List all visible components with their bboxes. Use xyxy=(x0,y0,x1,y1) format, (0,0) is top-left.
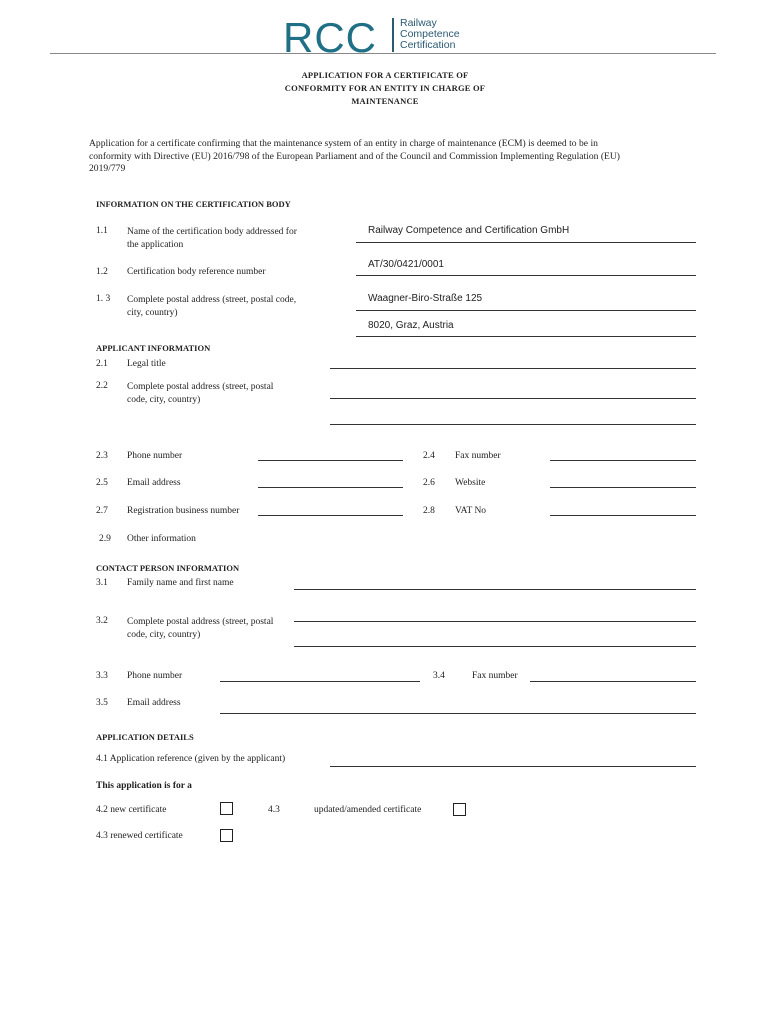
field-label-2-5: Email address xyxy=(127,478,181,488)
updated-certificate-number: 4.3 xyxy=(268,805,280,815)
applicant-phone-input[interactable] xyxy=(258,460,403,461)
field-number-2-5: 2.5 xyxy=(96,478,108,488)
field-number-3-3: 3.3 xyxy=(96,671,108,681)
logo-mark: RCC xyxy=(283,14,377,61)
field-number-2-9: 2.9 xyxy=(99,534,111,544)
field-number-3-2: 3.2 xyxy=(96,616,108,626)
applicant-email-input[interactable] xyxy=(258,487,403,488)
field-label-2-2 xyxy=(127,381,273,407)
intro-line-2: conformity with Directive (EU) 2016/798 of the European Parliament and of the Council and Commission Implementing Regulation (EU) xyxy=(89,150,621,162)
field-label-1-3-line-2: city, country) xyxy=(127,308,178,318)
new-certificate-checkbox[interactable] xyxy=(220,802,233,815)
logo-line-3: Certification xyxy=(400,39,456,51)
applicant-website-input[interactable] xyxy=(550,487,696,488)
logo-text xyxy=(400,18,460,51)
field-number-2-8: 2.8 xyxy=(423,506,435,516)
field-label-3-2 xyxy=(127,616,273,642)
field-label-2-7: Registration business number xyxy=(127,506,240,516)
field-number-3-1: 3.1 xyxy=(96,578,108,588)
legal-title-input[interactable] xyxy=(330,368,696,369)
renewed-certificate-checkbox[interactable] xyxy=(220,829,233,842)
intro-text xyxy=(89,138,699,176)
field-label-2-6: Website xyxy=(455,478,486,488)
field-number-1-1: 1.1 xyxy=(96,226,108,236)
applicant-vat-input[interactable] xyxy=(550,515,696,516)
header-rule xyxy=(50,53,716,54)
field-number-3-5: 3.5 xyxy=(96,698,108,708)
applicant-registration-input[interactable] xyxy=(258,515,403,516)
field-number-3-4: 3.4 xyxy=(433,671,445,681)
section-heading-contact: CONTACT PERSON INFORMATION xyxy=(96,563,240,573)
logo-line-2: Competence xyxy=(400,28,460,40)
field-label-3-4: Fax number xyxy=(472,671,518,681)
field-number-2-7: 2.7 xyxy=(96,506,108,516)
field-label-1-3-line-1: Complete postal address (street, postal code, xyxy=(127,295,297,305)
page-title xyxy=(0,69,770,108)
certification-body-street-value: Waagner-Biro-Straße 125 xyxy=(368,293,483,304)
field-label-4-1: 4.1 Application reference (given by the applicant) xyxy=(96,754,286,764)
field-label-1-3 xyxy=(127,294,296,320)
applicant-fax-input[interactable] xyxy=(550,460,696,461)
section-heading-certification-body: INFORMATION ON THE CERTIFICATION BODY xyxy=(96,199,291,209)
field-label-2-2-line-2: code, city, country) xyxy=(127,395,201,405)
intro-line-1: Application for a certificate confirming that the maintenance system of an entity in charge of maintenance (ECM) is deemed to be in xyxy=(89,138,598,149)
intro-line-3: 2019/779 xyxy=(89,163,126,174)
contact-address-input-2[interactable] xyxy=(294,646,696,647)
updated-certificate-label: updated/amended certificate xyxy=(314,805,422,815)
application-reference-input[interactable] xyxy=(330,766,696,767)
field-number-2-3: 2.3 xyxy=(96,451,108,461)
certification-body-city-value: 8020, Graz, Austria xyxy=(368,320,454,331)
renewed-certificate-label: 4.3 renewed certificate xyxy=(96,831,183,841)
field-number-1-3: 1. 3 xyxy=(96,294,111,304)
title-line-2: CONFORMITY FOR AN ENTITY IN CHARGE OF xyxy=(284,83,486,93)
title-line-3: MAINTENANCE xyxy=(351,96,419,106)
field-label-2-9: Other information xyxy=(127,534,196,544)
field-label-3-1: Family name and first name xyxy=(127,578,234,588)
field-label-2-3: Phone number xyxy=(127,451,183,461)
field-label-3-2-line-1: Complete postal address (street, postal xyxy=(127,617,274,627)
certification-body-reference-underline xyxy=(356,275,696,276)
contact-fax-input[interactable] xyxy=(530,681,696,682)
field-label-2-4: Fax number xyxy=(455,451,501,461)
field-label-2-1: Legal title xyxy=(127,359,166,369)
field-label-1-2: Certification body reference number xyxy=(127,267,266,277)
logo-line-1: Railway xyxy=(400,17,437,29)
updated-certificate-checkbox[interactable] xyxy=(453,803,466,816)
certification-body-name-value: Railway Competence and Certification GmbH xyxy=(368,225,570,236)
field-label-1-1-line-1: Name of the certification body addressed for xyxy=(127,227,297,237)
new-certificate-label: 4.2 new certificate xyxy=(96,805,167,815)
field-label-3-5: Email address xyxy=(127,698,181,708)
field-number-2-1: 2.1 xyxy=(96,359,108,369)
field-label-1-1-line-2: the application xyxy=(127,240,184,250)
section-heading-application-details: APPLICATION DETAILS xyxy=(96,732,194,742)
field-label-1-1 xyxy=(127,226,297,252)
field-label-3-3: Phone number xyxy=(127,671,183,681)
applicant-address-input-2[interactable] xyxy=(330,424,696,425)
section-heading-applicant: APPLICANT INFORMATION xyxy=(96,343,211,353)
field-number-1-2: 1.2 xyxy=(96,267,108,277)
contact-email-input[interactable] xyxy=(220,713,696,714)
contact-phone-input[interactable] xyxy=(220,681,420,682)
contact-name-input[interactable] xyxy=(294,589,696,590)
logo-divider xyxy=(392,18,394,52)
certification-body-name-underline xyxy=(356,242,696,243)
field-number-2-2: 2.2 xyxy=(96,381,108,391)
field-number-2-6: 2.6 xyxy=(423,478,435,488)
contact-address-input-1[interactable] xyxy=(294,621,696,622)
application-type-heading: This application is for a xyxy=(96,781,192,791)
applicant-address-input-1[interactable] xyxy=(330,398,696,399)
title-line-1: APPLICATION FOR A CERTIFICATE OF xyxy=(301,70,469,80)
certification-body-reference-value: AT/30/0421/0001 xyxy=(368,259,444,270)
field-label-2-2-line-1: Complete postal address (street, postal xyxy=(127,382,274,392)
field-label-3-2-line-2: code, city, country) xyxy=(127,630,201,640)
certification-body-city-underline xyxy=(356,336,696,337)
certification-body-street-underline xyxy=(356,310,696,311)
field-number-2-4: 2.4 xyxy=(423,451,435,461)
field-label-2-8: VAT No xyxy=(455,506,487,516)
